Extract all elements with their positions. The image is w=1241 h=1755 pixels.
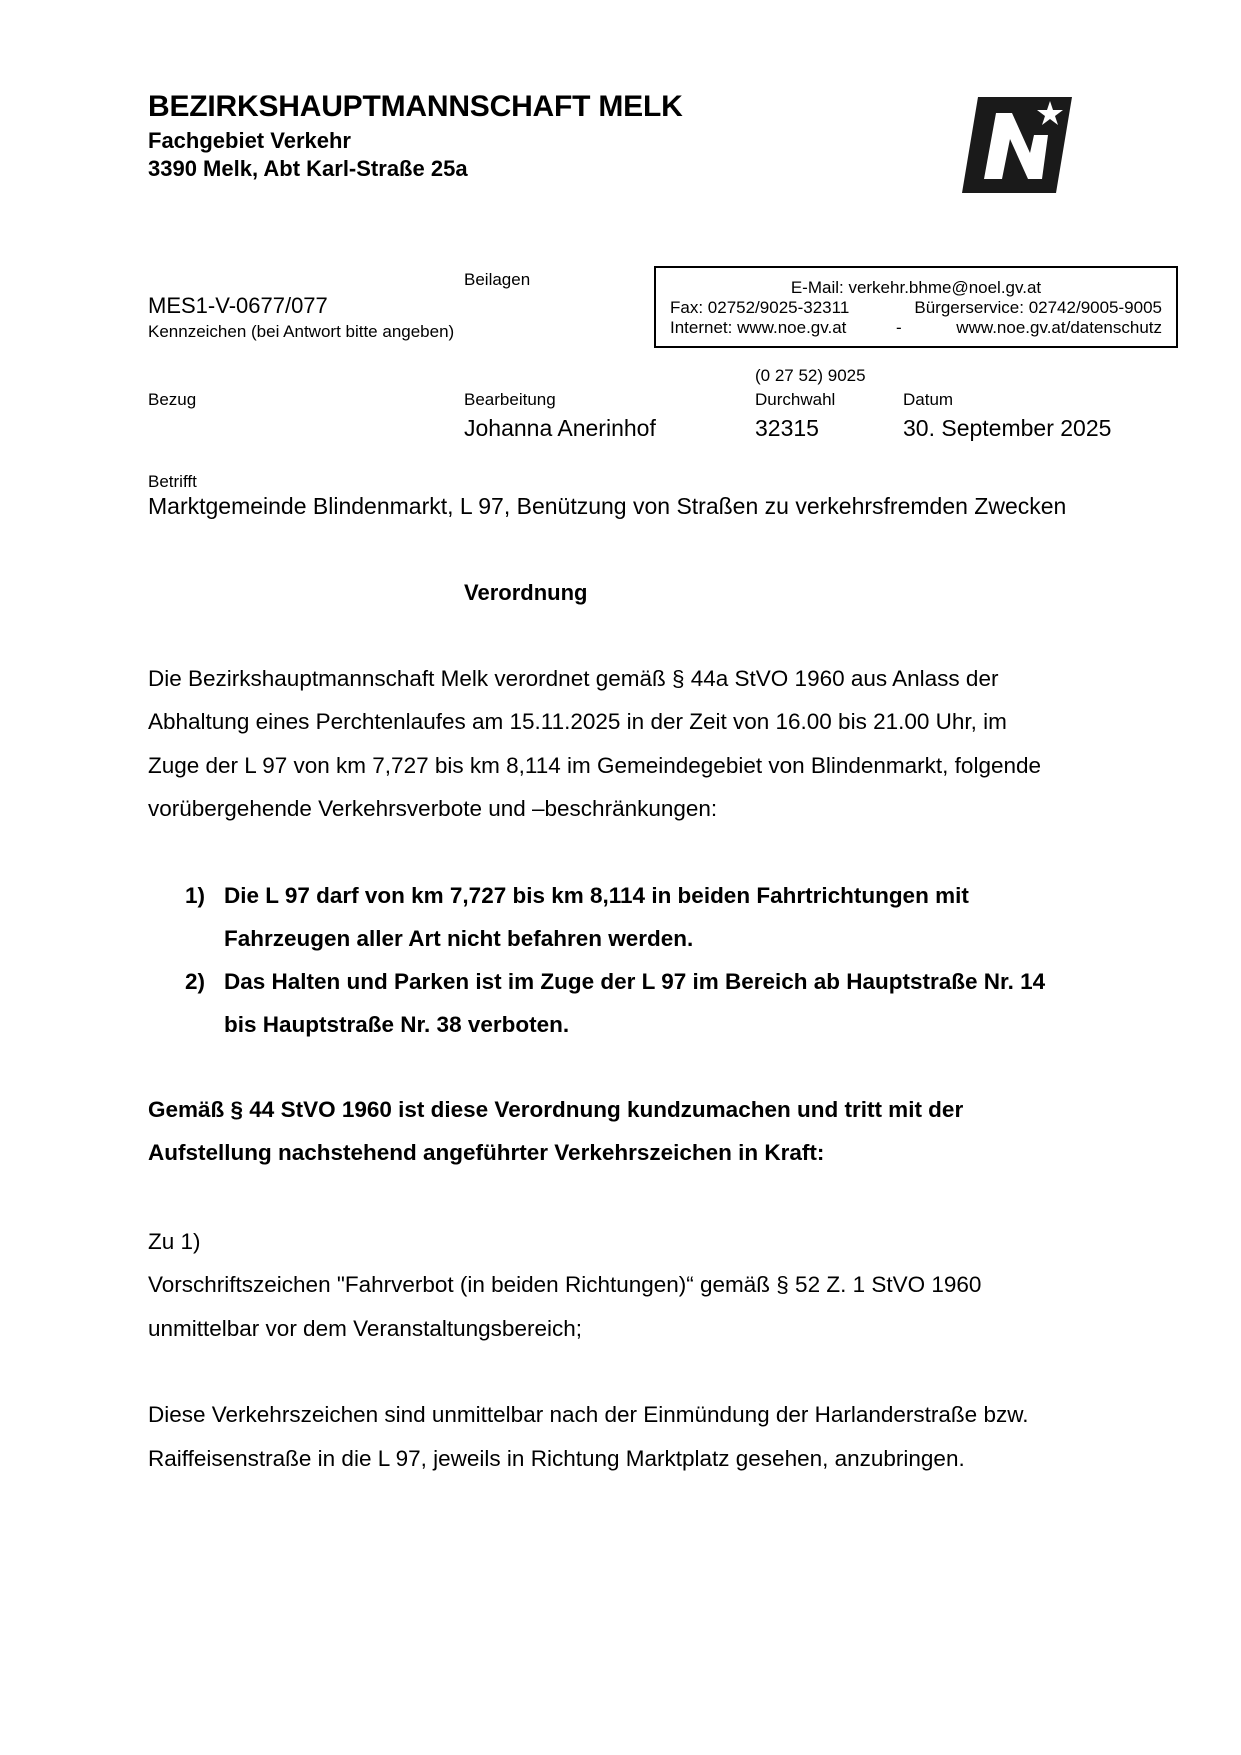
contact-separator: -: [896, 318, 902, 337]
bezug-label: Bezug: [148, 390, 197, 409]
extension-number: 32315: [755, 415, 819, 441]
document-heading: Verordnung: [464, 580, 588, 605]
contact-email[interactable]: E-Mail: verkehr.bhme@noel.gv.at: [790, 278, 1042, 297]
organization-title: BEZIRKSHAUPTMANNSCHAFT MELK: [148, 90, 683, 123]
intro-line: Zuge der L 97 von km 7,727 bis km 8,114 im Gemeindegebiet von Blindenmarkt, folgende: [148, 753, 1042, 778]
legal-basis-line: Aufstellung nachstehend angeführter Verkehrszeichen in Kraft:: [148, 1140, 825, 1165]
contact-citizen-service: Bürgerservice: 02742/9005-9005: [914, 298, 1162, 317]
document-date: 30. September 2025: [903, 415, 1112, 441]
subject-text: Marktgemeinde Blindenmarkt, L 97, Benützung von Straßen zu verkehrsfremden Zwecken: [148, 493, 1067, 519]
reference-caption: Kennzeichen (bei Antwort bitte angeben): [148, 322, 455, 341]
measure-number: 1): [185, 883, 206, 908]
measure-line: Das Halten und Parken ist im Zuge der L 97 im Bereich ab Hauptstraße Nr. 14: [224, 969, 1046, 994]
intro-line: Die Bezirkshauptmannschaft Melk verordnet gemäß § 44a StVO 1960 aus Anlass der: [148, 666, 999, 691]
subject-label: Betrifft: [148, 472, 197, 491]
extension-label: Durchwahl: [755, 390, 836, 409]
intro-line: vorübergehende Verkehrsverbote und –beschränkungen:: [148, 796, 718, 821]
signs-line: unmittelbar vor dem Veranstaltungsbereich;: [148, 1316, 582, 1341]
placement-line: Diese Verkehrszeichen sind unmittelbar nach der Einmündung der Harlanderstraße bzw.: [148, 1402, 1029, 1427]
contact-fax: Fax: 02752/9025-32311: [670, 298, 850, 317]
intro-line: Abhaltung eines Perchtenlaufes am 15.11.2025 in der Zeit von 16.00 bis 21.00 Uhr, im: [148, 709, 1007, 734]
signs-section-title: Zu 1): [148, 1229, 201, 1254]
measure-number: 2): [185, 969, 206, 994]
legal-basis-line: Gemäß § 44 StVO 1960 ist diese Verordnung kundzumachen und tritt mit der: [148, 1097, 964, 1122]
contact-website[interactable]: Internet: www.noe.gv.at: [670, 318, 847, 337]
phone-prefix: (0 27 52) 9025: [755, 366, 866, 385]
placement-line: Raiffeisenstraße in die L 97, jeweils in Richtung Marktplatz gesehen, anzubringen.: [148, 1446, 965, 1471]
measure-line: Fahrzeugen aller Art nicht befahren werden.: [224, 926, 694, 951]
clerk-name: Johanna Anerinhof: [464, 415, 656, 441]
department-name: Fachgebiet Verkehr: [148, 128, 351, 153]
measure-line: Die L 97 darf von km 7,727 bis km 8,114 in beiden Fahrtrichtungen mit: [224, 883, 969, 908]
signs-line: Vorschriftszeichen "Fahrverbot (in beiden Richtungen)“ gemäß § 52 Z. 1 StVO 1960: [148, 1272, 982, 1297]
reference-number: MES1-V-0677/077: [148, 293, 328, 318]
clerk-label: Bearbeitung: [464, 390, 556, 409]
organization-address: 3390 Melk, Abt Karl-Straße 25a: [148, 156, 468, 181]
measure-line: bis Hauptstraße Nr. 38 verboten.: [224, 1012, 570, 1037]
date-label: Datum: [903, 390, 954, 409]
attachments-label: Beilagen: [464, 270, 531, 289]
contact-privacy-link[interactable]: www.noe.gv.at/datenschutz: [956, 318, 1162, 337]
noe-logo-icon: [958, 95, 1074, 195]
contact-box: [654, 266, 1178, 348]
